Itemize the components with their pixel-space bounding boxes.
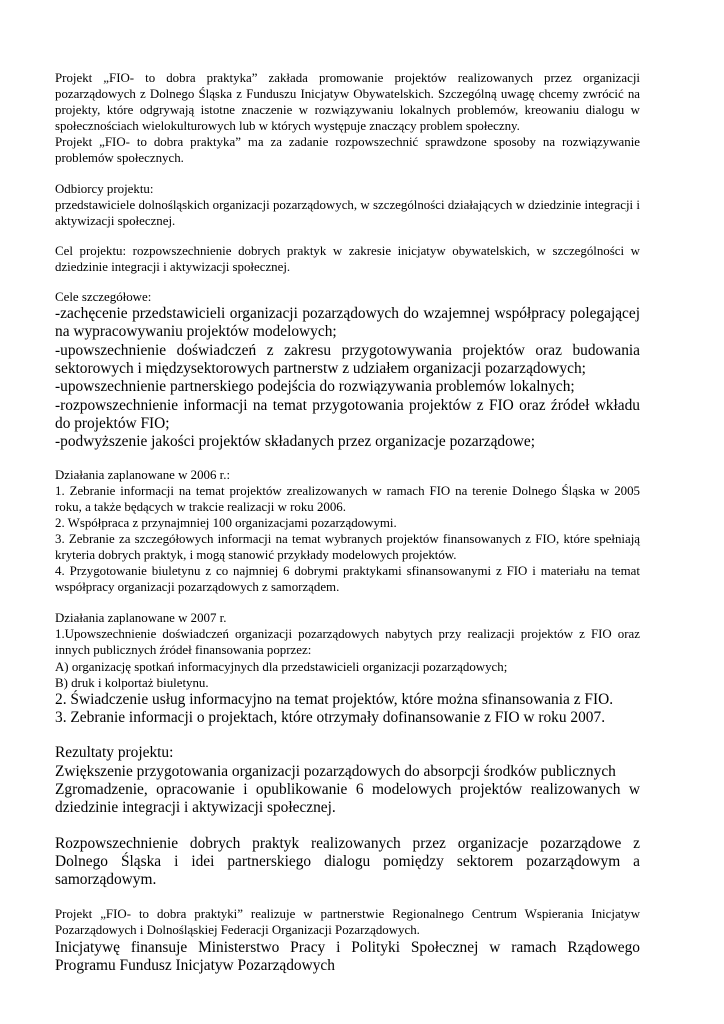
action-2007-subitem: A) organizację spotkań informacyjnych dla przedstawicieli organizacji pozarządowych; (55, 659, 508, 674)
spacer (55, 275, 640, 289)
intro-paragraph-2: Projekt „FIO- to dobra praktyka” ma za zadanie rozpowszechnić sprawdzone sposoby na rozwiązywanie problemów społecznych. (55, 135, 640, 166)
action-2006-item: 4. Przygotowanie biuletynu z co najmniej 6 dobrymi praktykami sfinansowanymi z FIO i materiału na temat współpracy organizacji pozarządowych z samorządem. (55, 564, 640, 595)
spacer (55, 167, 640, 181)
objective-item: -zachęcenie przedstawicieli organizacji pozarządowych do wzajemnej współpracy polegającej na wypracowywaniu projektów modelowych; (55, 305, 640, 341)
actions-2007-heading: Działania zaplanowane w 2007 r. (55, 611, 227, 626)
spacer (55, 818, 640, 835)
action-2007-item: 2. Świadczenie usług informacyjno na temat projektów, które można sfinansowania z FIO. (55, 690, 614, 708)
actions-2006-heading: Działania zaplanowane w 2006 r.: (55, 467, 231, 482)
objective-item: -upowszechnienie doświadczeń z zakresu przygotowywania projektów oraz budowania sektorowych i międzysektorowych partnerstw z udziałem organizacji pozarządowych; (55, 341, 640, 378)
action-2006-item: 3. Zebranie za szczegółowych informacji na temat wybranych projektów finansowanych z FIO, które spełniają kryteria dobrych praktyk, i mogą stanowić przykłady modelowych projektów. (55, 531, 640, 562)
funding-paragraph: Inicjatywę finansuje Ministerstwo Pracy i Polityki Społecznej w ramach Rządowego Programu Fundusz Inicjatyw Pozarządowych (55, 938, 640, 974)
spacer (55, 727, 640, 744)
action-2007-item: 1.Upowszechnienie doświadczeń organizacji pozarządowych nabytych przy realizacji projektów z FIO oraz innych publicznych źródeł finansowania poprzez: (55, 627, 640, 658)
action-2006-item: 1. Zebranie informacji na temat projektów zrealizowanych w ramach FIO na terenie Dolnego Śląska w 2005 roku, a także będących w trakcie realizacji w roku 2006. (55, 483, 640, 514)
action-2007-subitem: B) druk i kolportaż biuletynu. (55, 675, 209, 690)
recipients-text: przedstawiciele dolnośląskich organizacji pozarządowych, w szczególności działających w dziedzinie integracji i aktywizacji społecznej. (55, 197, 640, 228)
objective-item: -upowszechnienie partnerskiego podejścia do rozwiązywania problemów lokalnych; (55, 378, 575, 396)
result-item: Zgromadzenie, opracowanie i opublikowanie 6 modelowych projektów realizowanych w dziedzinie integracji i aktywizacji społecznej. (55, 780, 640, 817)
spacer (55, 452, 640, 467)
action-2006-item: 2. Współpraca z przynajmniej 100 organizacjami pozarządowymi. (55, 515, 397, 530)
objective-item: -podwyższenie jakości projektów składanych przez organizacje pozarządowe; (55, 433, 536, 451)
spacer (55, 595, 640, 610)
intro-paragraph: Projekt „FIO- to dobra praktyka” zakłada promowanie projektów realizowanych przez organizacji pozarządowych z Dolnego Śląska z Funduszu Inicjatyw Obywatelskich. Szczególną uwagę chcemy zwrócić na projekty, które odgrywają istotne znaczenie w rozwiązywaniu lokalnych problemów, kreowaniu dialogu w społecznościach wielokulturowych lub w których występuje znaczący problem społeczny. (55, 71, 640, 134)
action-2007-item: 3. Zebranie informacji o projektach, które otrzymały dofinansowanie z FIO w roku 2007. (55, 709, 606, 727)
objectives-heading: Cele szczegółowe: (55, 290, 152, 305)
objective-item: -rozpowszechnienie informacji na temat przygotowania projektów z FIO oraz źródeł wkładu do projektów FIO; (55, 396, 640, 432)
partners-paragraph: Projekt „FIO- to dobra praktyki” realizuje w partnerstwie Regionalnego Centrum Wspierania Inicjatyw Pozarządowych i Dolnośląskiej Federacji Organizacji Pozarządowych. (55, 907, 640, 938)
goal-text: Cel projektu: rozpowszechnienie dobrych praktyk w zakresie inicjatyw obywatelskich, w szczególności w dziedzinie integracji i aktywizacji społecznej. (55, 243, 640, 274)
result-item: Rozpowszechnienie dobrych praktyk realizowanych przez organizacje pozarządowe z Dolnego Śląska i idei partnerskiego dialogu pomiędzy sektorem pozarządowym a samorządowym. (55, 834, 640, 889)
results-heading: Rezultaty projektu: (55, 744, 174, 762)
recipients-heading: Odbiorcy projektu: (55, 181, 154, 196)
spacer (55, 889, 640, 906)
spacer (55, 229, 640, 243)
document-page (55, 70, 640, 975)
result-item: Zwiększenie przygotowania organizacji pozarządowych do absorpcji środków publicznych (55, 762, 616, 780)
